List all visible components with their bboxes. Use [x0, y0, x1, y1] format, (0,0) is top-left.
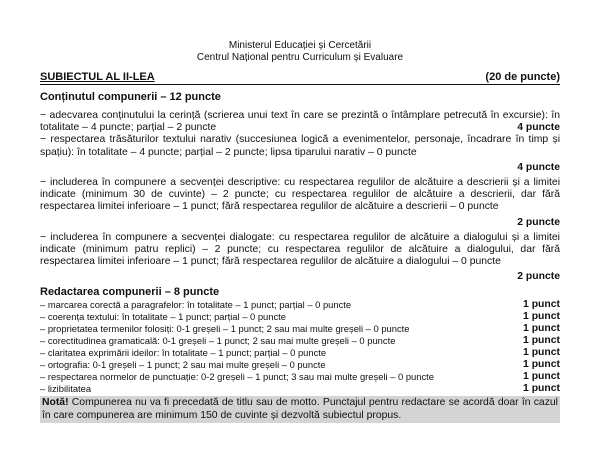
list-item: [40, 383, 560, 395]
document-header: [40, 40, 560, 64]
list-item-points: 1 punct: [523, 383, 560, 395]
content-section-heading: Conținutul compunerii – 12 puncte: [40, 91, 221, 103]
list-item-text: – proprietatea termenilor folosiți: 0-1 greșeli – 1 punct; 2 sau mai multe greșeli – 0 puncte: [40, 322, 410, 334]
criterion-points: 2 puncte: [517, 216, 560, 228]
list-item-points: 1 punct: [523, 298, 560, 310]
list-item: [40, 311, 560, 323]
criterion-points: 4 puncte: [517, 161, 560, 173]
criterion-points: 2 puncte: [517, 271, 560, 283]
list-item: [40, 299, 560, 311]
criterion-points: 4 puncte: [517, 122, 560, 134]
list-item-points: 1 punct: [523, 347, 560, 359]
list-item: [40, 335, 560, 347]
list-item-text: – corectitudinea gramaticală: 0-1 greșeli – 1 punct; 2 sau mai multe greșeli – 0 puncte: [40, 334, 396, 346]
list-item-points: 1 punct: [523, 310, 560, 322]
list-item-points: 1 punct: [523, 334, 560, 346]
list-item: [40, 323, 560, 335]
subject-title: SUBIECTUL AL II-LEA: [40, 71, 155, 83]
note-box: [40, 396, 560, 423]
criterion-text: − respectarea trăsăturilor textului narativ (succesiunea logică a evenimentelor, personaje, încadrare în timp și spațiu): în totalitate – 4 puncte; parțial – 2 puncte; lipsa tiparului narativ – 0 puncte: [40, 134, 560, 158]
center-name: Centrul Național pentru Curriculum și Evaluare: [196, 52, 404, 63]
list-item-points: 1 punct: [523, 371, 560, 383]
list-item-text: – lizibilitatea: [40, 383, 92, 395]
list-item: [40, 347, 560, 359]
criterion-text: − includerea în compunere a secvenței dialogate: cu respectarea regulilor de alcătuire a dialogului și a limitei indicate (minimum patru replici) – 2 puncte; cu respectarea regulilor de alcătuire a dialogului, dar fără respectarea limitei inferioare – 1 punct; fără respectarea regulilor de alcătuire a dialogului – 0 puncte: [40, 231, 560, 268]
page: [40, 40, 560, 423]
list-item: [40, 371, 560, 383]
list-item: [40, 359, 560, 371]
list-item-text: – marcarea corectă a paragrafelor: în totalitate – 1 punct; parțial – 0 puncte: [40, 298, 352, 310]
list-item-text: – claritatea exprimării ideilor: în totalitate – 1 punct; parțial – 0 puncte: [40, 347, 327, 359]
list-item-text: – ortografia: 0-1 greșeli – 1 punct; 2 sau mai multe greșeli – 0 puncte: [40, 359, 326, 371]
criterion-text: − adecvarea conținutului la cerință (scrierea unui text în care se prezintă o întâmplare petrecută în excursie): în totalitate – 4 puncte; parțial – 2 puncte: [40, 110, 560, 134]
list-item-text: – coerența textului: în totalitate – 1 punct; parțial – 0 puncte: [40, 310, 286, 322]
list-item-text: – respectarea normelor de punctuație: 0-2 greșeli – 1 punct; 3 sau mai multe greșeli – 0 puncte: [40, 371, 434, 383]
note-label: Notă!: [42, 397, 69, 409]
subject-heading: [40, 70, 560, 85]
list-item-points: 1 punct: [523, 359, 560, 371]
criterion-text: − includerea în compunere a secvenței descriptive: cu respectarea regulilor de alcătuire a descrierii și a limitei indicate (minimum 30 de cuvinte) – 2 puncte; cu respectarea regulilor de alcătuire a descrierii, dar fără respectarea limitei inferioare – 1 punct; fără respectarea regulilor de alcătuire a descrierii – 0 puncte: [40, 177, 560, 213]
ministry-name: Ministerul Educației și Cercetării: [228, 40, 372, 51]
note-text: Compunerea nu va fi precedată de titlu sau de motto. Punctajul pentru redactare se acordă doar în cazul în care compunerea are minimum 150 de cuvinte și dezvoltă subiectul propus.: [42, 397, 558, 421]
editing-section-heading: Redactarea compunerii – 8 puncte: [40, 285, 220, 298]
list-item-points: 1 punct: [523, 322, 560, 334]
subject-points: (20 de puncte): [485, 71, 560, 83]
